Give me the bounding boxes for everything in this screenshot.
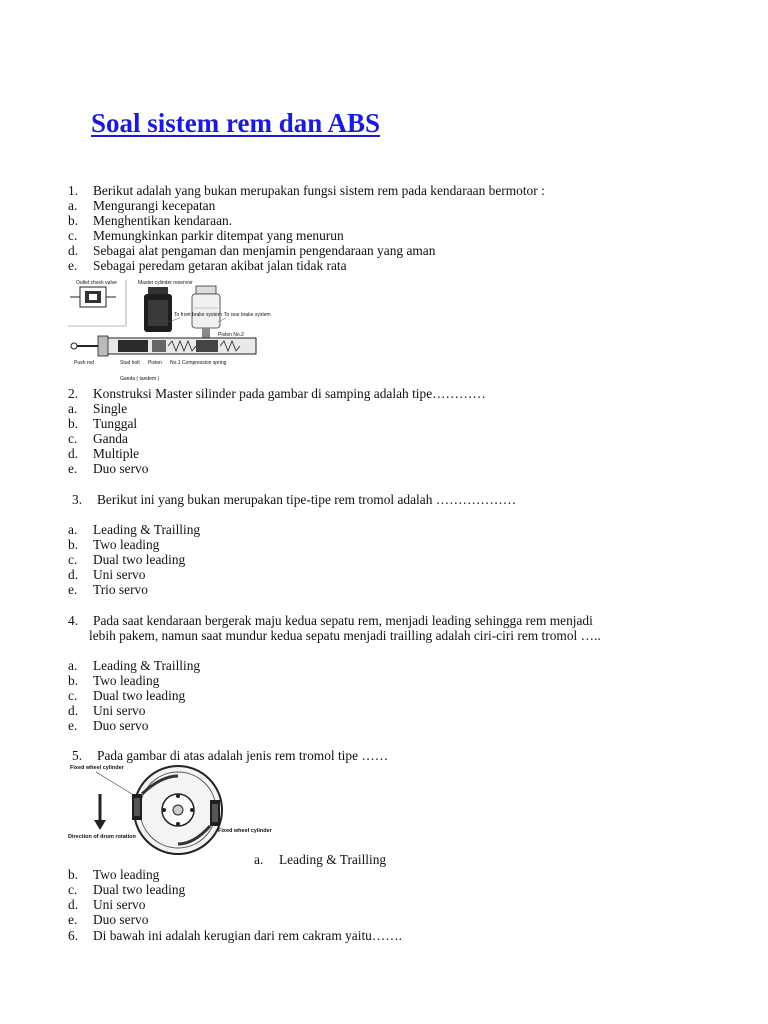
question-text: Pada gambar di atas adalah jenis rem tromol tipe …… <box>97 748 389 763</box>
option-label: a. <box>68 658 78 673</box>
option-c <box>68 431 128 446</box>
figure-label: Piston No.2 <box>218 332 244 338</box>
question-2 <box>68 386 486 401</box>
option-e <box>68 912 148 927</box>
option-label: c. <box>68 228 78 243</box>
question-number: 4. <box>68 613 79 628</box>
question-text: Konstruksi Master silinder pada gambar di samping adalah tipe………… <box>93 386 486 401</box>
figure-label: Fixed wheel cylinder <box>70 765 124 771</box>
page-title: Soal sistem rem dan ABS <box>91 108 381 138</box>
option-text: Menghentikan kendaraan. <box>93 213 233 228</box>
option-label: a. <box>68 401 78 416</box>
figure-label: Piston <box>148 360 162 366</box>
option-text: Leading & Trailling <box>93 522 201 537</box>
option-text: Trio servo <box>93 582 148 597</box>
option-text: Duo servo <box>93 718 149 733</box>
option-text: Single <box>93 401 128 416</box>
option-a <box>68 401 127 416</box>
question-1 <box>68 183 545 198</box>
option-b <box>68 867 159 882</box>
option-label: d. <box>68 243 79 258</box>
option-label: e. <box>68 582 78 597</box>
option-label: d. <box>68 446 79 461</box>
option-text: Tunggal <box>93 416 138 431</box>
option-e <box>68 461 148 476</box>
option-text: Sebagai alat pengaman dan menjamin pengendaraan yang aman <box>93 243 436 258</box>
question-3 <box>72 492 516 507</box>
figure-label: Direction of drum rotation <box>68 834 136 840</box>
option-label: e. <box>68 912 78 927</box>
question-number: 2. <box>68 386 79 401</box>
option-text: Uni servo <box>93 703 146 718</box>
option-label: c. <box>68 552 78 567</box>
option-text: Dual two leading <box>93 688 186 703</box>
option-a <box>68 658 200 673</box>
option-e <box>68 718 148 733</box>
figure-label: Outlet check valve <box>76 280 117 286</box>
option-text: Uni servo <box>93 567 146 582</box>
question-number: 1. <box>68 183 79 198</box>
option-text: Uni servo <box>93 897 146 912</box>
question-text: Berikut ini yang bukan merupakan tipe-tipe rem tromol adalah ……………… <box>97 492 517 507</box>
option-text: Memungkinkan parkir ditempat yang menurun <box>93 228 344 243</box>
option-text: Sebagai peredam getaran akibat jalan tidak rata <box>93 258 347 273</box>
option-text: Leading & Trailling <box>93 658 201 673</box>
option-c <box>68 688 185 703</box>
option-d <box>68 897 145 912</box>
option-text: Leading & Trailling <box>279 852 387 867</box>
option-e <box>68 258 347 273</box>
figure-label: Fixed wheel cylinder <box>218 828 272 834</box>
option-label: a. <box>68 522 78 537</box>
option-label: b. <box>68 867 79 882</box>
option-label: d. <box>68 567 79 582</box>
option-label: e. <box>68 461 78 476</box>
question-number: 6. <box>68 928 79 943</box>
question-text: Pada saat kendaraan bergerak maju kedua sepatu rem, menjadi leading sehingga rem menjadi <box>93 613 593 628</box>
option-text: Dual two leading <box>93 882 186 897</box>
option-text: Duo servo <box>93 912 149 927</box>
option-b <box>68 537 159 552</box>
figure-label: To rear brake system <box>224 312 271 318</box>
question-6 <box>68 928 402 943</box>
option-label: b. <box>68 416 79 431</box>
option-label: b. <box>68 673 79 688</box>
option-c <box>68 552 185 567</box>
option-d <box>68 446 139 461</box>
option-b <box>68 673 159 688</box>
drum-brake-figure <box>66 764 272 856</box>
option-a <box>68 198 215 213</box>
option-b <box>68 416 137 431</box>
option-d <box>68 567 145 582</box>
option-label: d. <box>68 897 79 912</box>
option-text: Duo servo <box>93 461 149 476</box>
option-text: Two leading <box>93 537 160 552</box>
option-label: c. <box>68 882 78 897</box>
figure-caption: Ganda ( tandem ) <box>120 376 160 382</box>
option-b <box>68 213 232 228</box>
option-label: a. <box>68 198 78 213</box>
option-c <box>68 228 344 243</box>
option-label: e. <box>68 718 78 733</box>
option-d <box>68 243 435 258</box>
question-4-continued <box>89 628 601 643</box>
master-cylinder-figure <box>68 278 271 383</box>
option-text: Two leading <box>93 673 160 688</box>
figure-label: Master cylinder reservoir <box>138 280 193 286</box>
question-4 <box>68 613 593 628</box>
figure-label: Push rod <box>74 360 95 366</box>
question-5 <box>72 748 388 763</box>
option-c <box>68 882 185 897</box>
question-text: Di bawah ini adalah kerugian dari rem cakram yaitu……. <box>93 928 402 943</box>
option-label: e. <box>68 258 78 273</box>
option-text: Two leading <box>93 867 160 882</box>
question-text: lebih pakem, namun saat mundur kedua sepatu menjadi trailling adalah ciri-ciri rem tromol ….. <box>89 628 601 643</box>
option-label: c. <box>68 431 78 446</box>
option-label: b. <box>68 537 79 552</box>
option-a <box>254 852 386 867</box>
option-text: Ganda <box>93 431 128 446</box>
option-a <box>68 522 200 537</box>
option-d <box>68 703 145 718</box>
option-e <box>68 582 148 597</box>
figure-label: Stud bolt <box>120 360 140 366</box>
option-text: Mengurangi kecepatan <box>93 198 216 213</box>
figure-label: To front brake system <box>174 312 222 318</box>
figure-label: No.1 Compression spring <box>170 360 227 366</box>
question-number: 3. <box>72 492 83 507</box>
option-text: Dual two leading <box>93 552 186 567</box>
option-text: Multiple <box>93 446 140 461</box>
question-number: 5. <box>72 748 83 763</box>
option-label: b. <box>68 213 79 228</box>
option-label: a. <box>254 852 264 867</box>
question-text: Berikut adalah yang bukan merupakan fungsi sistem rem pada kendaraan bermotor : <box>93 183 545 198</box>
option-label: c. <box>68 688 78 703</box>
option-label: d. <box>68 703 79 718</box>
